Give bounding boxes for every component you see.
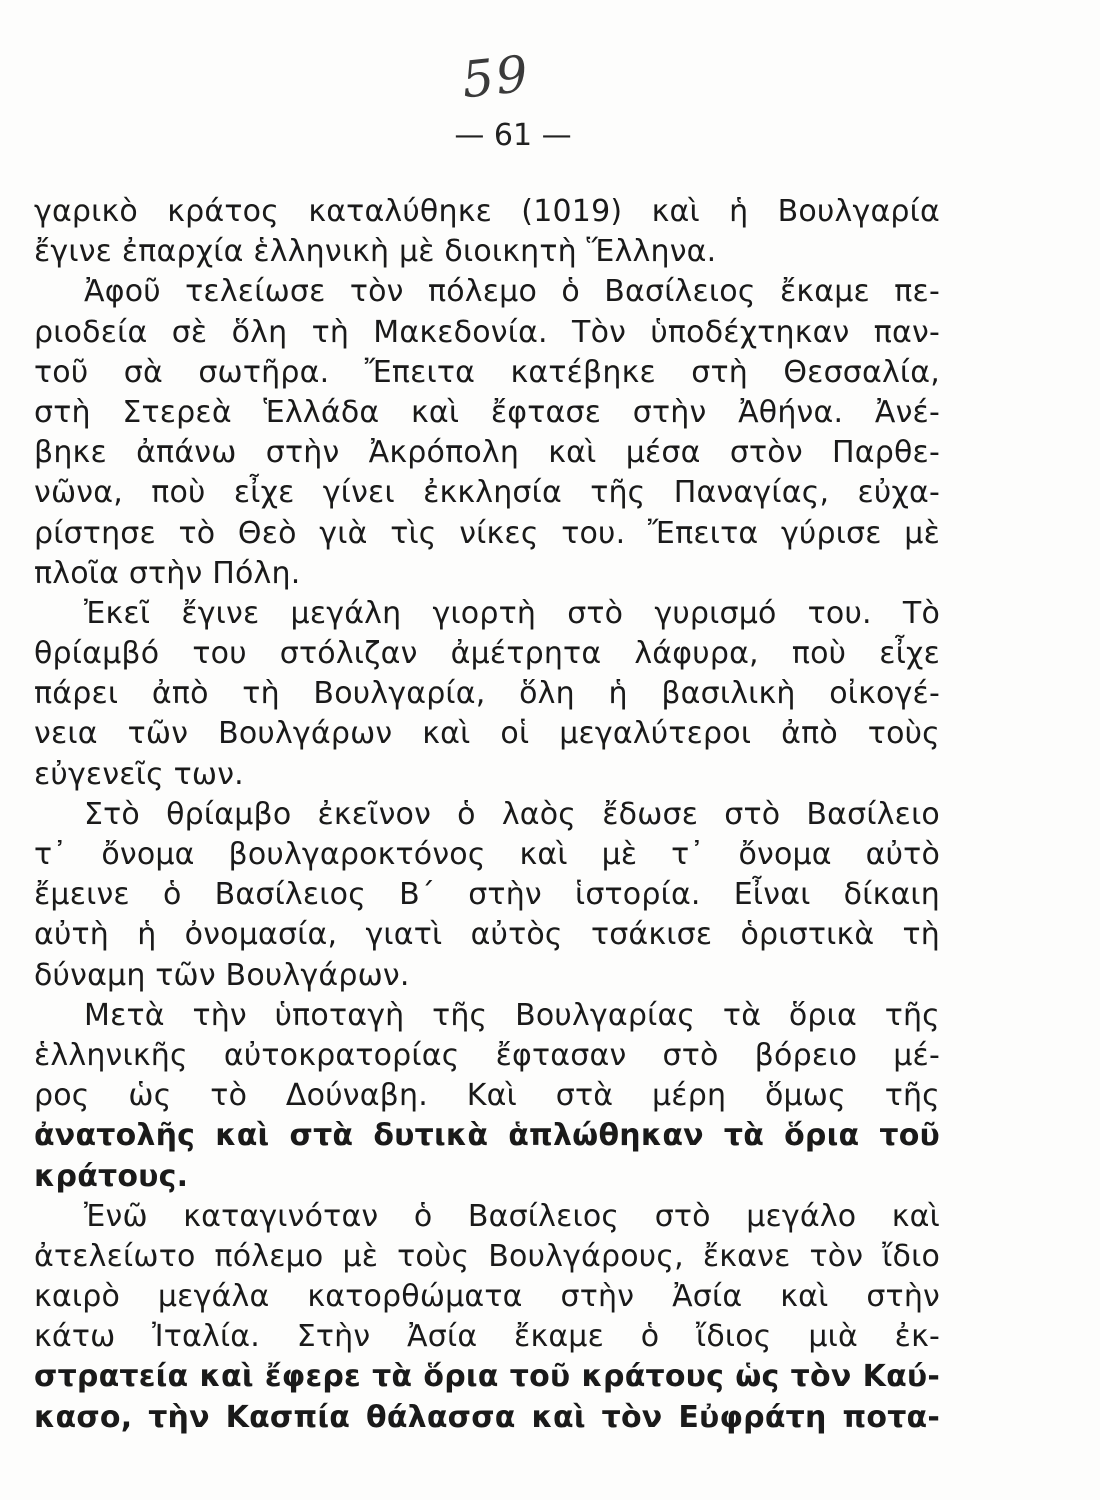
handwritten-page-number: 59 <box>459 44 533 110</box>
text-line: βηκε ἀπάνω στὴν Ἀκρόπολη καὶ μέσα στὸν Παρθε- <box>34 435 940 471</box>
text-line: πάρει ἀπὸ τὴ Βουλγαρία, ὅλη ἡ βασιλικὴ οἰκογέ- <box>34 676 940 712</box>
text-line: ἔγινε ἐπαρχία ἑλληνικὴ μὲ διοικητὴ Ἕλληνα. <box>34 234 717 270</box>
text-line: ἔμεινε ὁ Βασίλειος Β΄ στὴν ἱστορία. Εἶναι δίκαιη <box>34 877 940 913</box>
text-line: ρίστησε τὸ Θεὸ γιὰ τὶς νίκες του. Ἔπειτα γύρισε μὲ <box>34 515 940 551</box>
text-line: στὴ Στερεὰ Ἑλλάδα καὶ ἔφτασε στὴν Ἀθήνα. Ἀνέ- <box>34 394 940 430</box>
text-line: αὐτὴ ἡ ὀνομασία, γιατὶ αὐτὸς τσάκισε ὁριστικὰ τὴ <box>34 917 940 953</box>
body-text <box>34 192 940 1438</box>
text-line: κάτω Ἰταλία. Στὴν Ἀσία ἔκαμε ὁ ἴδιος μιὰ ἐκ- <box>34 1319 940 1355</box>
text-line: ριοδεία σὲ ὅλη τὴ Μακεδονία. Τὸν ὑποδέχτηκαν παν- <box>34 314 940 350</box>
text-line: τ᾽ ὄνομα βουλγαροκτόνος καὶ μὲ τ᾽ ὄνομα αὐτὸ <box>34 837 940 872</box>
text-line: κράτους. <box>34 1158 189 1194</box>
text-line: κασο, τὴν Κασπία θάλασσα καὶ τὸν Εὐφράτη ποτα- <box>34 1399 940 1435</box>
text-line: ἑλληνικῆς αὐτοκρατορίας ἔφτασαν στὸ βόρειο μέ- <box>34 1037 940 1073</box>
text-line: πλοῖα στὴν Πόλη. <box>34 555 301 591</box>
text-line: νῶνα, ποὺ εἶχε γίνει ἐκκλησία τῆς Παναγίας, εὐχα- <box>34 475 940 511</box>
text-line: θρίαμβό του στόλιζαν ἀμέτρητα λάφυρα, ποὺ εἶχε <box>34 636 940 672</box>
text-line: στρατεία καὶ ἔφερε τὰ ὅρια τοῦ κράτους ὡς τὸν Καύ- <box>34 1359 940 1395</box>
text-line: Στὸ θρίαμβο ἐκεῖνον ὁ λαὸς ἔδωσε στὸ Βασίλειο <box>84 796 940 832</box>
text-line: Ἀφοῦ τελείωσε τὸν πόλεμο ὁ Βασίλειος ἔκαμε πε- <box>84 274 940 310</box>
text-line: εὐγενεῖς των. <box>34 756 244 792</box>
text-line: ρος ὡς τὸ Δούναβη. Καὶ στὰ μέρη ὅμως τῆς <box>34 1078 940 1114</box>
text-line: ἀτελείωτο πόλεμο μὲ τοὺς Βουλγάρους, ἔκανε τὸν ἴδιο <box>34 1238 940 1274</box>
text-line: Ἐνῶ καταγινόταν ὁ Βασίλειος στὸ μεγάλο καὶ <box>84 1198 940 1234</box>
text-line: δύναμη τῶν Βουλγάρων. <box>34 957 410 993</box>
text-line: ἀνατολῆς καὶ στὰ δυτικὰ ἁπλώθηκαν τὰ ὅρια τοῦ <box>34 1118 940 1154</box>
page-number: — 61 — <box>454 118 572 153</box>
text-line: γαρικὸ κράτος καταλύθηκε (1019) καὶ ἡ Βουλγαρία <box>34 194 940 229</box>
text-line: Ἐκεῖ ἔγινε μεγάλη γιορτὴ στὸ γυρισμό του. Τὸ <box>84 595 940 631</box>
text-line: Μετὰ τὴν ὑποταγὴ τῆς Βουλγαρίας τὰ ὅρια τῆς <box>84 997 940 1033</box>
text-line: τοῦ σὰ σωτῆρα. Ἔπειτα κατέβηκε στὴ Θεσσαλία, <box>34 354 940 390</box>
text-line: καιρὸ μεγάλα κατορθώματα στὴν Ἀσία καὶ στὴν <box>34 1279 940 1315</box>
text-line: νεια τῶν Βουλγάρων καὶ οἱ μεγαλύτεροι ἀπὸ τοὺς <box>34 716 940 752</box>
